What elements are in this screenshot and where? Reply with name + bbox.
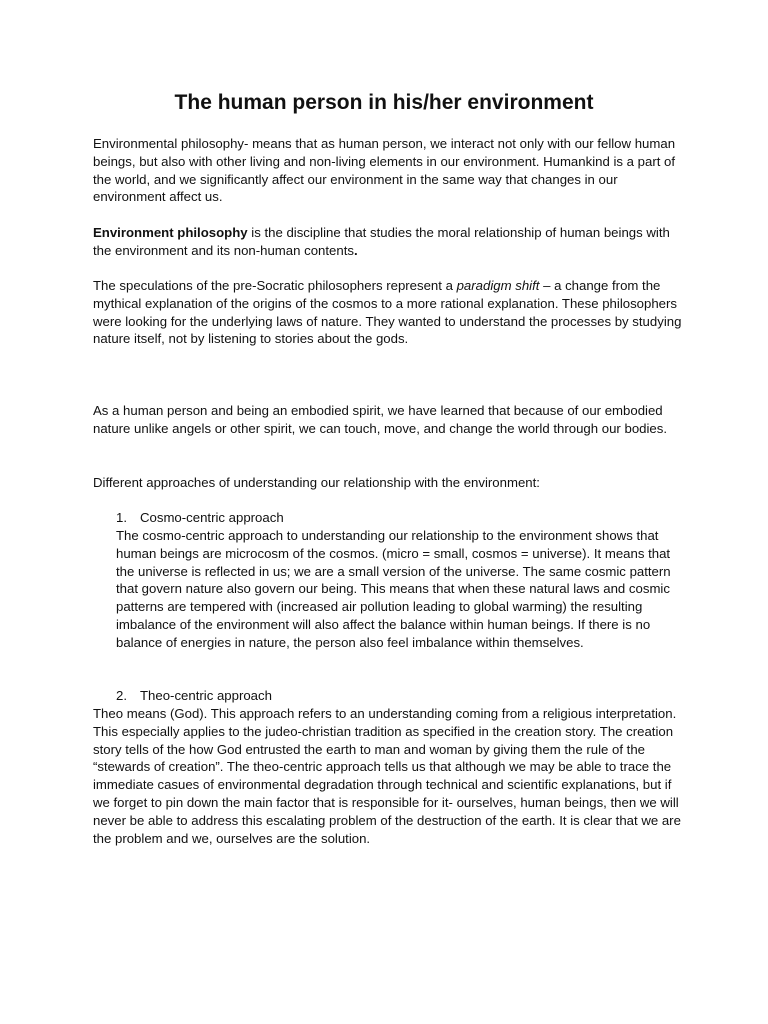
list-item-title: Theo-centric approach bbox=[140, 688, 272, 703]
paragraph-approaches-intro: Different approaches of understanding our relationship with the environment: bbox=[93, 475, 540, 490]
list-item-heading bbox=[116, 687, 676, 705]
paragraph-intro: Environmental philosophy- means that as human person, we interact not only with our fellow human beings, but also with other living and non-living elements in our environment. Humankind is a part of the world, and we significantly affect our environment in the same way that changes in our environment affect us. bbox=[93, 136, 676, 205]
page-title: The human person in his/her environment bbox=[174, 91, 594, 114]
paragraph-definition bbox=[93, 224, 685, 260]
definition-text: is the discipline that studies the moral relationship of human beings with the environment and its non-human contents bbox=[93, 225, 670, 258]
paradigm-shift-term: paradigm shift bbox=[456, 278, 540, 293]
list-item-title: Cosmo-centric approach bbox=[140, 510, 284, 525]
list-item-body: Theo means (God). This approach refers to an understanding coming from a religious interpretation. This especially applies to the judeo-christian tradition as specified in the creation story. The creation story tells of the how God entrusted the earth to man and woman by giving them the rule of the “stewards of creation”. The theo-centric approach tells us that although we may be able to trace the immediate casues of environmental degradation through technical and scientific explanations, but if we forget to pin down the main factor that is responsible for it- ourselves, human beings, then we will never be able to address this escalating problem of the destruction of the earth. It is clear that we are the problem and we, ourselves are the solution. bbox=[93, 706, 681, 846]
paragraph-pre-socratic bbox=[93, 277, 685, 348]
list-item-number: 1. bbox=[116, 510, 127, 525]
pre-socratic-text-before: The speculations of the pre-Socratic philosophers represent a bbox=[93, 278, 457, 293]
pre-socratic-text-after: – a change from the mythical explanation of the origins of the cosmos to a more rational explanation. These philosophers were looking for the underlying laws of nature. They wanted to understand the processes by studying nature itself, not by listening to stories about the gods. bbox=[93, 278, 682, 347]
list-item-heading bbox=[116, 509, 676, 527]
definition-term: Environment philosophy bbox=[93, 225, 248, 240]
definition-end: . bbox=[353, 242, 358, 258]
paragraph-embodied-spirit: As a human person and being an embodied spirit, we have learned that because of our embodied nature unlike angels or other spirit, we can touch, move, and change the world through our bodies. bbox=[93, 403, 668, 436]
list-item-body: The cosmo-centric approach to understanding our relationship to the environment shows that human beings are microcosm of the cosmos. (micro = small, cosmos = universe). It means that the universe is reflected in us; we are a small version of the universe. The same cosmic pattern that govern nature also govern our being. This means that when these natural laws and cosmic patterns are tempered with (increased air pollution leading to global warming) the resulting imbalance of the environment will also affect the balance within human beings. If there is no balance of energies in nature, the person also feel imbalance within themselves. bbox=[116, 528, 671, 650]
list-item-number: 2. bbox=[116, 688, 127, 703]
